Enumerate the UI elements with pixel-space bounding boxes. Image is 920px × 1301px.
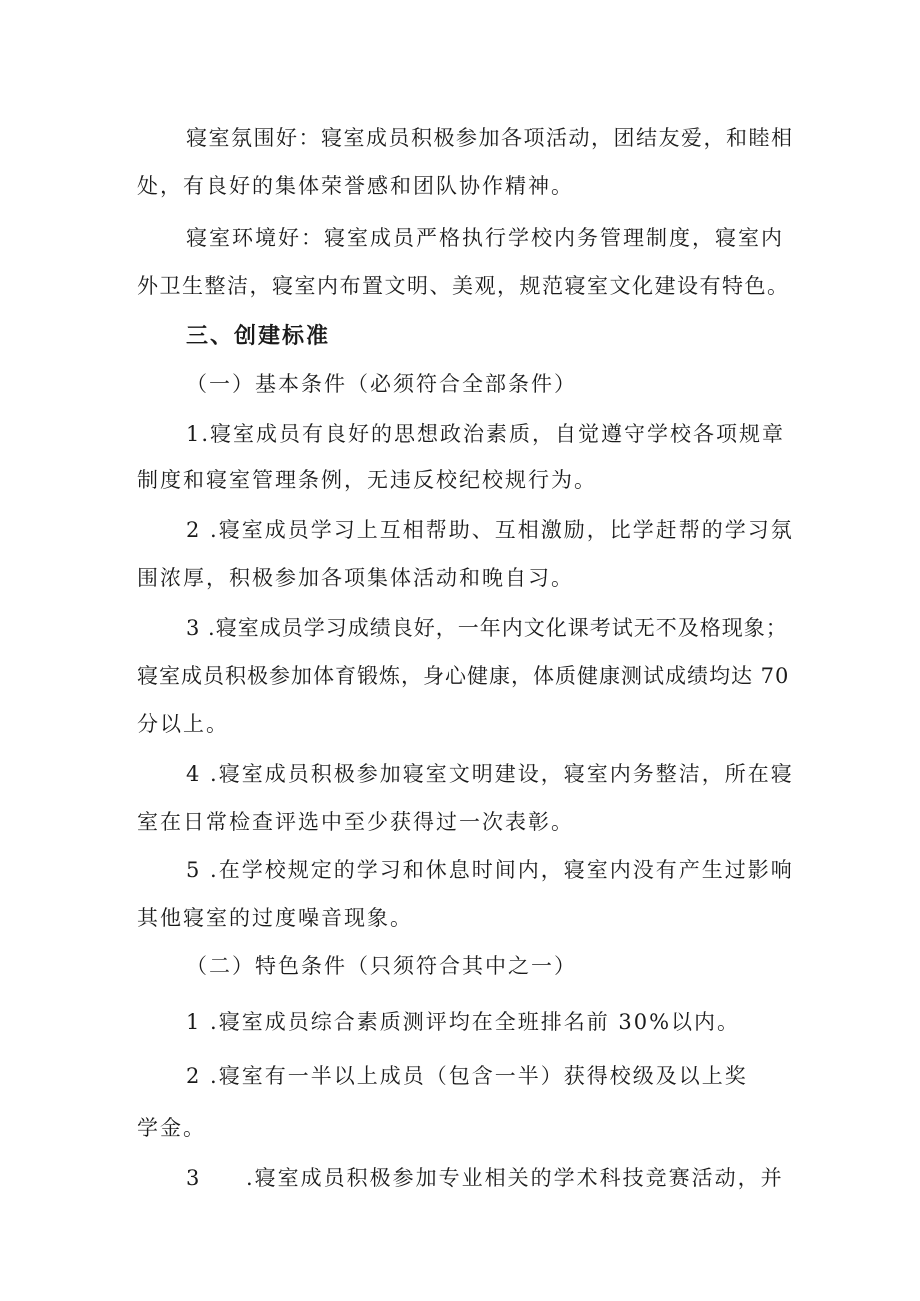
- special-item-2-line2: 学金。: [137, 1116, 206, 1140]
- subheading-special-conditions: （二）特色条件（只须符合其中之一）: [186, 954, 577, 978]
- basic-item-5-line2: 其他寝室的过度噪音现象。: [137, 906, 413, 930]
- paragraph-environment-line2: 外卫生整洁，寝室内布置文明、美观，规范寝室文化建设有特色。: [137, 274, 790, 298]
- basic-item-4-line1: 4 .寝室成员积极参加寝室文明建设，寝室内务整洁，所在寝: [186, 762, 794, 786]
- basic-item-1-line2: 制度和寝室管理条例，无违反校纪校规行为。: [137, 468, 597, 492]
- basic-item-2-line1: 2 .寝室成员学习上互相帮助、互相激励，比学赶帮的学习氛: [186, 518, 794, 542]
- special-item-2-line1: 2 .寝室有一半以上成员（包含一半）获得校级及以上奖: [186, 1064, 748, 1088]
- subheading-basic-conditions: （一）基本条件（必须符合全部条件）: [186, 372, 577, 396]
- paragraph-environment-line1: 寝室环境好：寝室成员严格执行学校内务管理制度，寝室内: [186, 226, 784, 250]
- special-item-1-line1: 1 .寝室成员综合素质测评均在全班排名前 30%以内。: [186, 1010, 741, 1034]
- basic-item-3-line1: 3 .寝室成员学习成绩良好，一年内文化课考试无不及格现象；: [186, 616, 788, 640]
- paragraph-atmosphere-line2: 处，有良好的集体荣誉感和团队协作精神。: [137, 174, 574, 198]
- paragraph-atmosphere-line1: 寝室氛围好：寝室成员积极参加各项活动，团结友爱，和睦相: [186, 126, 794, 150]
- special-item-3-number: 3: [186, 1166, 202, 1190]
- special-item-3-line1: .寝室成员积极参加专业相关的学术科技竞赛活动，并: [246, 1166, 784, 1190]
- basic-item-3-line3: 分以上。: [137, 712, 229, 736]
- basic-item-3-line2: 寝室成员积极参加体育锻炼，身心健康，体质健康测试成绩均达 70: [137, 664, 790, 688]
- section-heading-standards: 三、创建标准: [186, 323, 331, 349]
- basic-item-5-line1: 5 .在学校规定的学习和休息时间内，寝室内没有产生过影响: [186, 858, 794, 882]
- basic-item-4-line2: 室在日常检查评选中至少获得过一次表彰。: [137, 810, 574, 834]
- basic-item-2-line2: 围浓厚，积极参加各项集体活动和晚自习。: [137, 566, 574, 590]
- basic-item-1-line1: 1.寝室成员有良好的思想政治素质，自觉遵守学校各项规章: [186, 422, 786, 446]
